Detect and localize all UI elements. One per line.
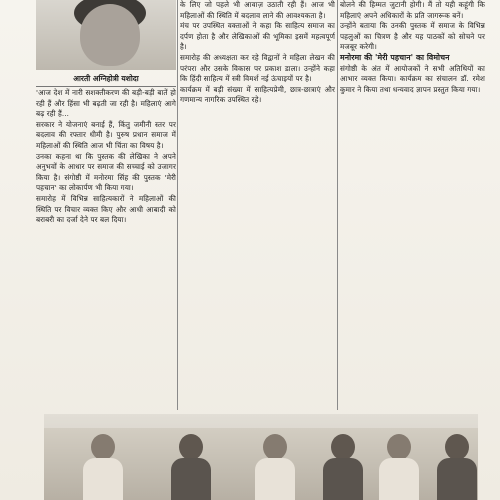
article-column-b <box>180 0 335 106</box>
article-column-c <box>340 0 485 95</box>
column-divider <box>177 0 178 410</box>
paragraph: उन्होंने बताया कि उनकी पुस्तक में समाज के विभिन्न पहलुओं का चित्रण है और यह पाठकों को सोचने पर मजबूर करेगी। <box>340 21 485 52</box>
person-figure <box>168 428 214 500</box>
paragraph: मंच पर उपस्थित वक्ताओं ने कहा कि साहित्य समाज का दर्पण होता है और लेखिकाओं की भूमिका इसमें महत्वपूर्ण है। <box>180 21 335 52</box>
paragraph: बोलने की हिम्मत जुटानी होगी। मैं तो यही कहूंगी कि महिलाएं अपने अधिकारों के प्रति जागरूक बनें। <box>340 0 485 20</box>
group-photo <box>44 414 478 500</box>
portrait-photo <box>36 0 176 70</box>
person-figure <box>434 428 478 500</box>
paragraph: कार्यक्रम में बड़ी संख्या में साहित्यप्रेमी, छात्र-छात्राएं और गणमान्य नागरिक उपस्थित रहे। <box>180 84 335 105</box>
paragraph: उनका कहना था कि पुस्तक की लेखिका ने अपने अनुभवों के आधार पर समाज की सच्चाई को उजागर किया है। संगोष्ठी में मनोरमा सिंह की पुस्तक 'मेरी पहचान' का लोकार्पण भी किया गया। <box>36 151 176 193</box>
person-figure <box>320 428 366 500</box>
paragraph: 'आज देश में नारी सशक्तीकरण की बड़ी-बड़ी बातें हो रही हैं और हिंसा भी बढ़ती जा रही है। महिलाएं आगे बढ़ रही हैं... <box>36 88 176 119</box>
paragraph: समारोह में विभिन्न साहित्यकारों ने महिलाओं की स्थिति पर विचार व्यक्त किए और आधी आबादी को बराबरी का दर्जा देने पर बल दिया। <box>36 193 176 225</box>
caption-name: आरती अग्निहोत्री यशोदा <box>73 74 139 83</box>
person-figure <box>80 428 126 500</box>
column-divider <box>337 0 338 410</box>
subheading: मनोरमा की 'मेरी पहचान' का विमोचन <box>340 52 450 62</box>
person-figure <box>252 428 298 500</box>
paragraph: संगोष्ठी के अंत में आयोजकों ने सभी अतिथियों का आभार व्यक्त किया। कार्यक्रम का संचालन डॉ. रमेश कुमार ने किया तथा धन्यवाद ज्ञापन प्रस्तुत किया गया। <box>340 63 485 94</box>
person-figure <box>376 428 422 500</box>
paragraph: के लिए जो पहले भी आवाज़ उठाती रही हैं। आज भी महिलाओं की स्थिति में बदलाव लाने की आवश्यकता है। <box>180 0 335 20</box>
article-column-a <box>36 88 176 226</box>
paragraph: सरकार ने योजनाएं बनाई हैं, किंतु जमीनी स्तर पर बदलाव की रफ्तार धीमी है। पुरुष प्रधान समाज में महिलाओं की स्थिति आज भी चिंता का विषय है। <box>36 119 176 150</box>
paragraph: समारोह की अध्यक्षता कर रहे विद्वानों ने महिला लेखन की परंपरा और उसके विकास पर प्रकाश डाला। उन्होंने कहा कि हिंदी साहित्य में स्त्री विमर्श नई ऊंचाइयों पर है। <box>180 52 335 84</box>
photo-caption <box>36 72 176 87</box>
